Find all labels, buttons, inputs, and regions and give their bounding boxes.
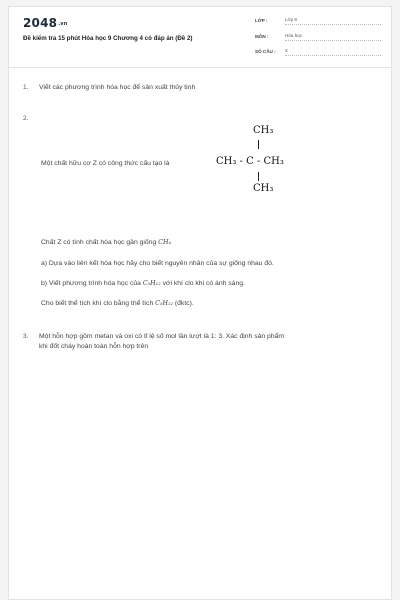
formula-bottom: CH₃ xyxy=(253,183,274,194)
question-2-part-c: Cho biết thể tích khí clo bằng thể tích C₅H₁₂ (đktc). xyxy=(41,300,194,307)
logo-suffix: .vn xyxy=(58,21,68,27)
question-count-value: 3 xyxy=(285,48,381,56)
question-2-part-a: a) Dựa vào liên kết hóa học hãy cho biết nguyên nhân của sự giống nhau đó. xyxy=(41,260,274,267)
question-3-line-2: khi đốt cháy hoàn toàn hỗn hợp trên xyxy=(39,343,149,350)
bond-bottom xyxy=(258,172,259,181)
question-2-number: 2. xyxy=(23,115,29,122)
exam-title: Đề kiểm tra 15 phút Hóa học 9 Chương 4 có đáp án (Đề 2) xyxy=(23,35,193,42)
formula-c5h12: C₅H₁₂ xyxy=(142,280,161,287)
exam-header xyxy=(9,7,393,68)
question-3-line-1: Một hỗn hợp gồm metan và oxi có tỉ lệ số mol lần lượt là 1: 3. Xác định sản phẩm xyxy=(39,333,285,340)
question-1-text: Viết các phương trình hóa học để sản xuất thủy tinh xyxy=(39,84,196,91)
subject-value: Hóa học xyxy=(285,33,381,41)
class-value: Lớp 9 xyxy=(285,17,381,25)
formula-ch4: CH₄ xyxy=(158,239,171,246)
question-2-property: Chất Z có tính chất hóa học gần giống CH₄ xyxy=(41,239,171,246)
subject-label: MÔN : xyxy=(255,34,269,39)
class-label: LỚP : xyxy=(255,18,268,23)
site-logo[interactable] xyxy=(23,16,68,30)
logo-text: 2048 xyxy=(23,16,58,30)
question-count-label: SỐ CÂU : xyxy=(255,49,276,54)
question-2-intro: Một chất hữu cơ Z có công thức cấu tạo là xyxy=(41,160,170,167)
question-2-part-b: b) Viết phương trình hóa học của C₅H₁₂ với khí clo khi có ánh sáng. xyxy=(41,280,245,287)
formula-top: CH₃ xyxy=(253,125,274,136)
exam-sheet xyxy=(8,6,392,600)
formula-c5h12-2: C₅H₁₂ xyxy=(155,300,173,307)
question-1-number: 1. xyxy=(23,84,29,91)
question-3-number: 3. xyxy=(23,333,29,340)
bond-top xyxy=(258,140,259,149)
formula-middle: CH₃ - C - CH₃ xyxy=(216,156,284,167)
